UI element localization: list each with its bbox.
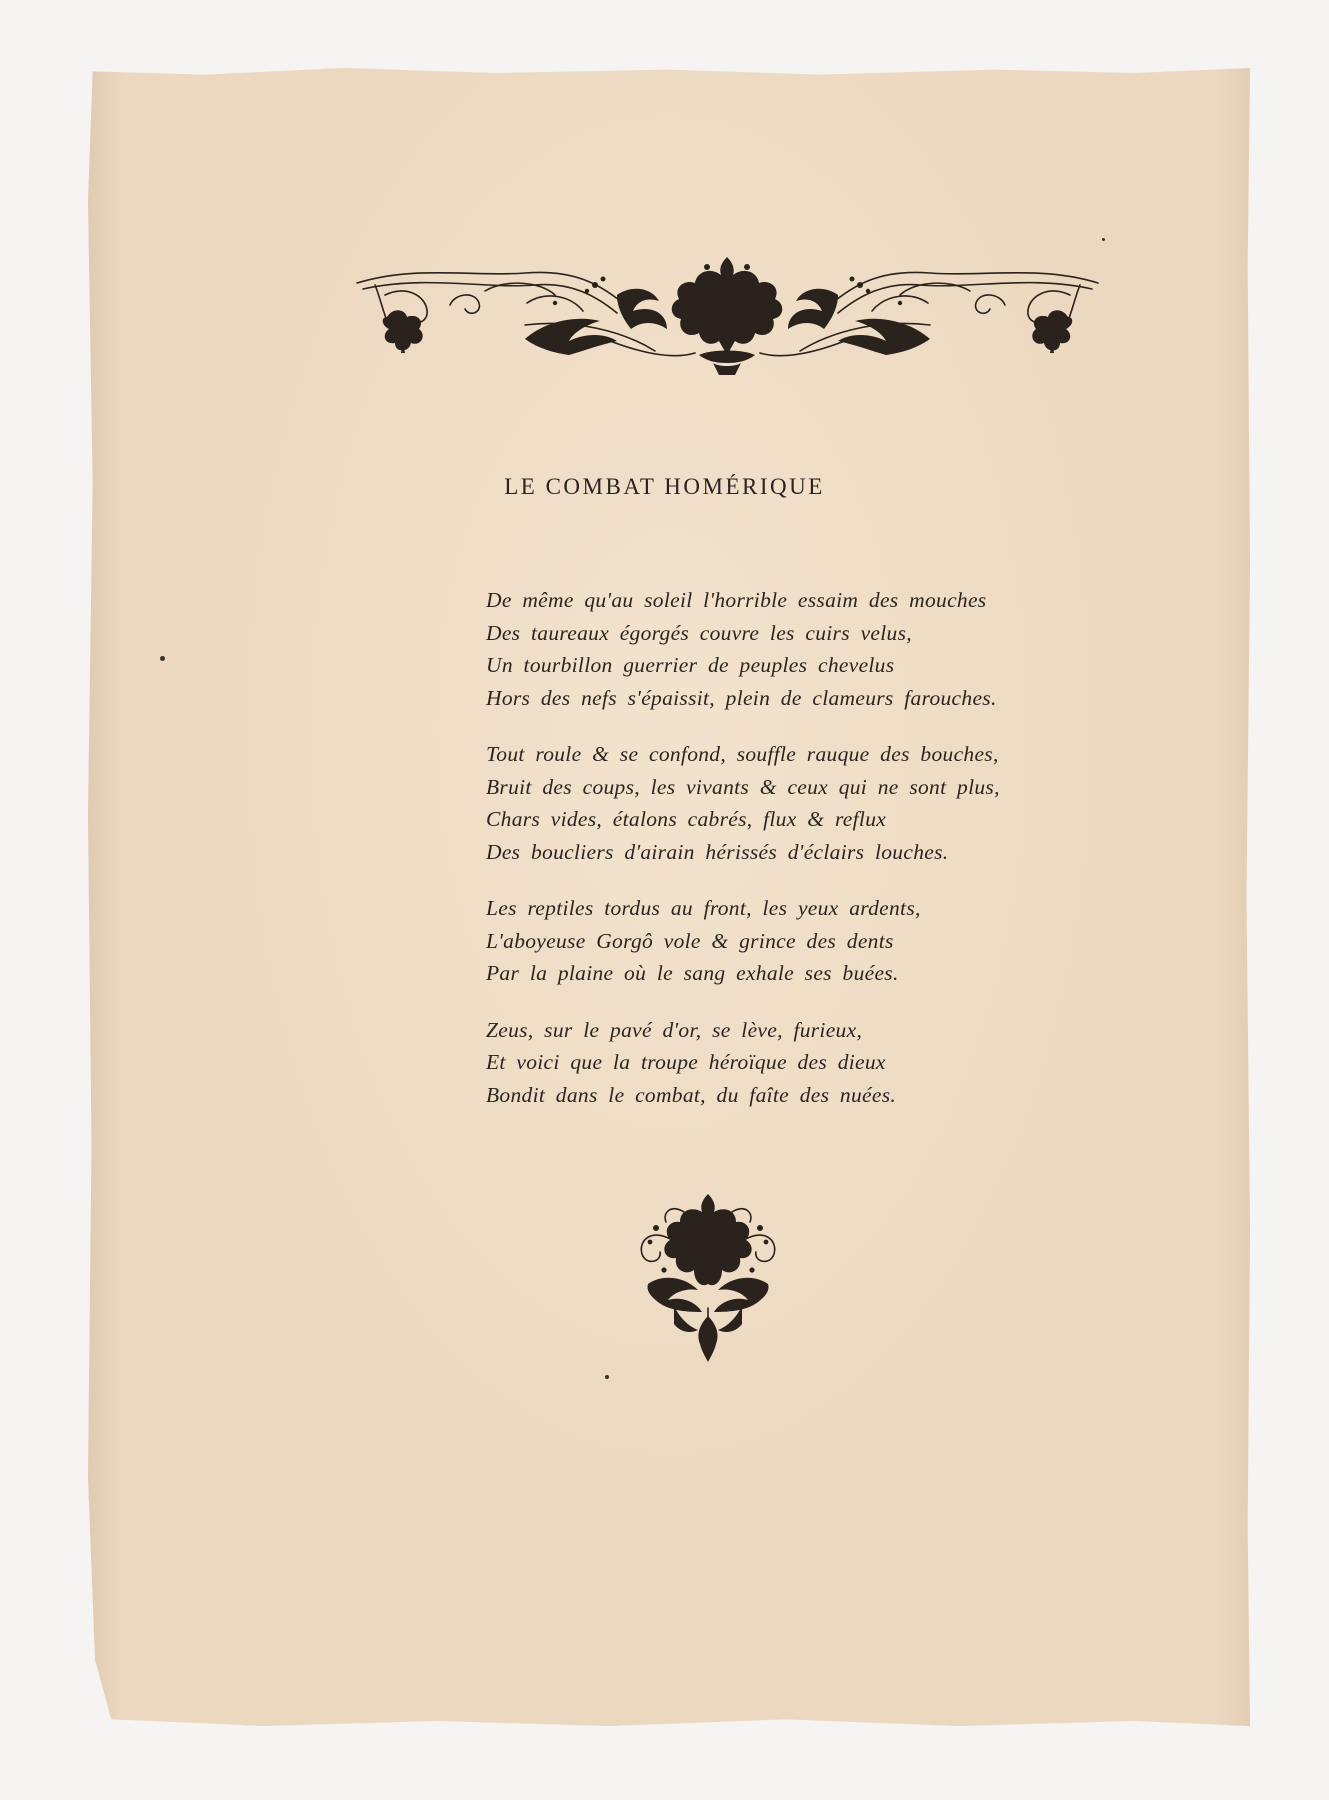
verse-line: Bruit des coups, les vivants & ceux qui ne sont plus,	[486, 774, 1000, 799]
stanza	[486, 584, 1126, 714]
verse-line: Et voici que la troupe héroïque des dieux	[486, 1050, 886, 1074]
verse-line: Un tourbillon guerrier de peuples chevelus	[486, 653, 895, 677]
stanza	[486, 738, 1126, 868]
verse-line: L'aboyeuse Gorgô vole & grince des dents	[486, 928, 894, 953]
poem-title: LE COMBAT HOMÉRIQUE	[504, 474, 825, 499]
verse-line: Chars vides, étalons cabrés, flux & reflux	[486, 807, 887, 831]
stanza	[486, 892, 1126, 990]
verse-line: Par la plaine où le sang exhale ses buées.	[486, 961, 899, 985]
paper-speck	[1102, 238, 1105, 241]
verse-line: Des boucliers d'airain hérissés d'éclairs louches.	[486, 839, 949, 864]
verse-line: Des taureaux égorgés couvre les cuirs velus,	[486, 620, 912, 645]
verse-line: De même qu'au soleil l'horrible essaim des mouches	[486, 588, 987, 612]
verse-line: Bondit dans le combat, du faîte des nuées.	[486, 1082, 897, 1107]
stanza	[486, 1014, 1126, 1112]
verse-line: Tout roule & se confond, souffle rauque des bouches,	[486, 742, 999, 766]
paper-speck	[160, 656, 165, 661]
verse-line: Les reptiles tordus au front, les yeux ardents,	[486, 896, 921, 920]
verse-line: Hors des nefs s'épaissit, plein de clameurs farouches.	[486, 685, 997, 710]
floral-headpiece-icon	[355, 255, 1100, 380]
floral-tailpiece-icon	[628, 1188, 788, 1363]
verse-line: Zeus, sur le pavé d'or, se lève, furieux,	[486, 1017, 863, 1042]
poem-body	[486, 584, 1126, 1135]
paper-speck	[605, 1375, 609, 1379]
